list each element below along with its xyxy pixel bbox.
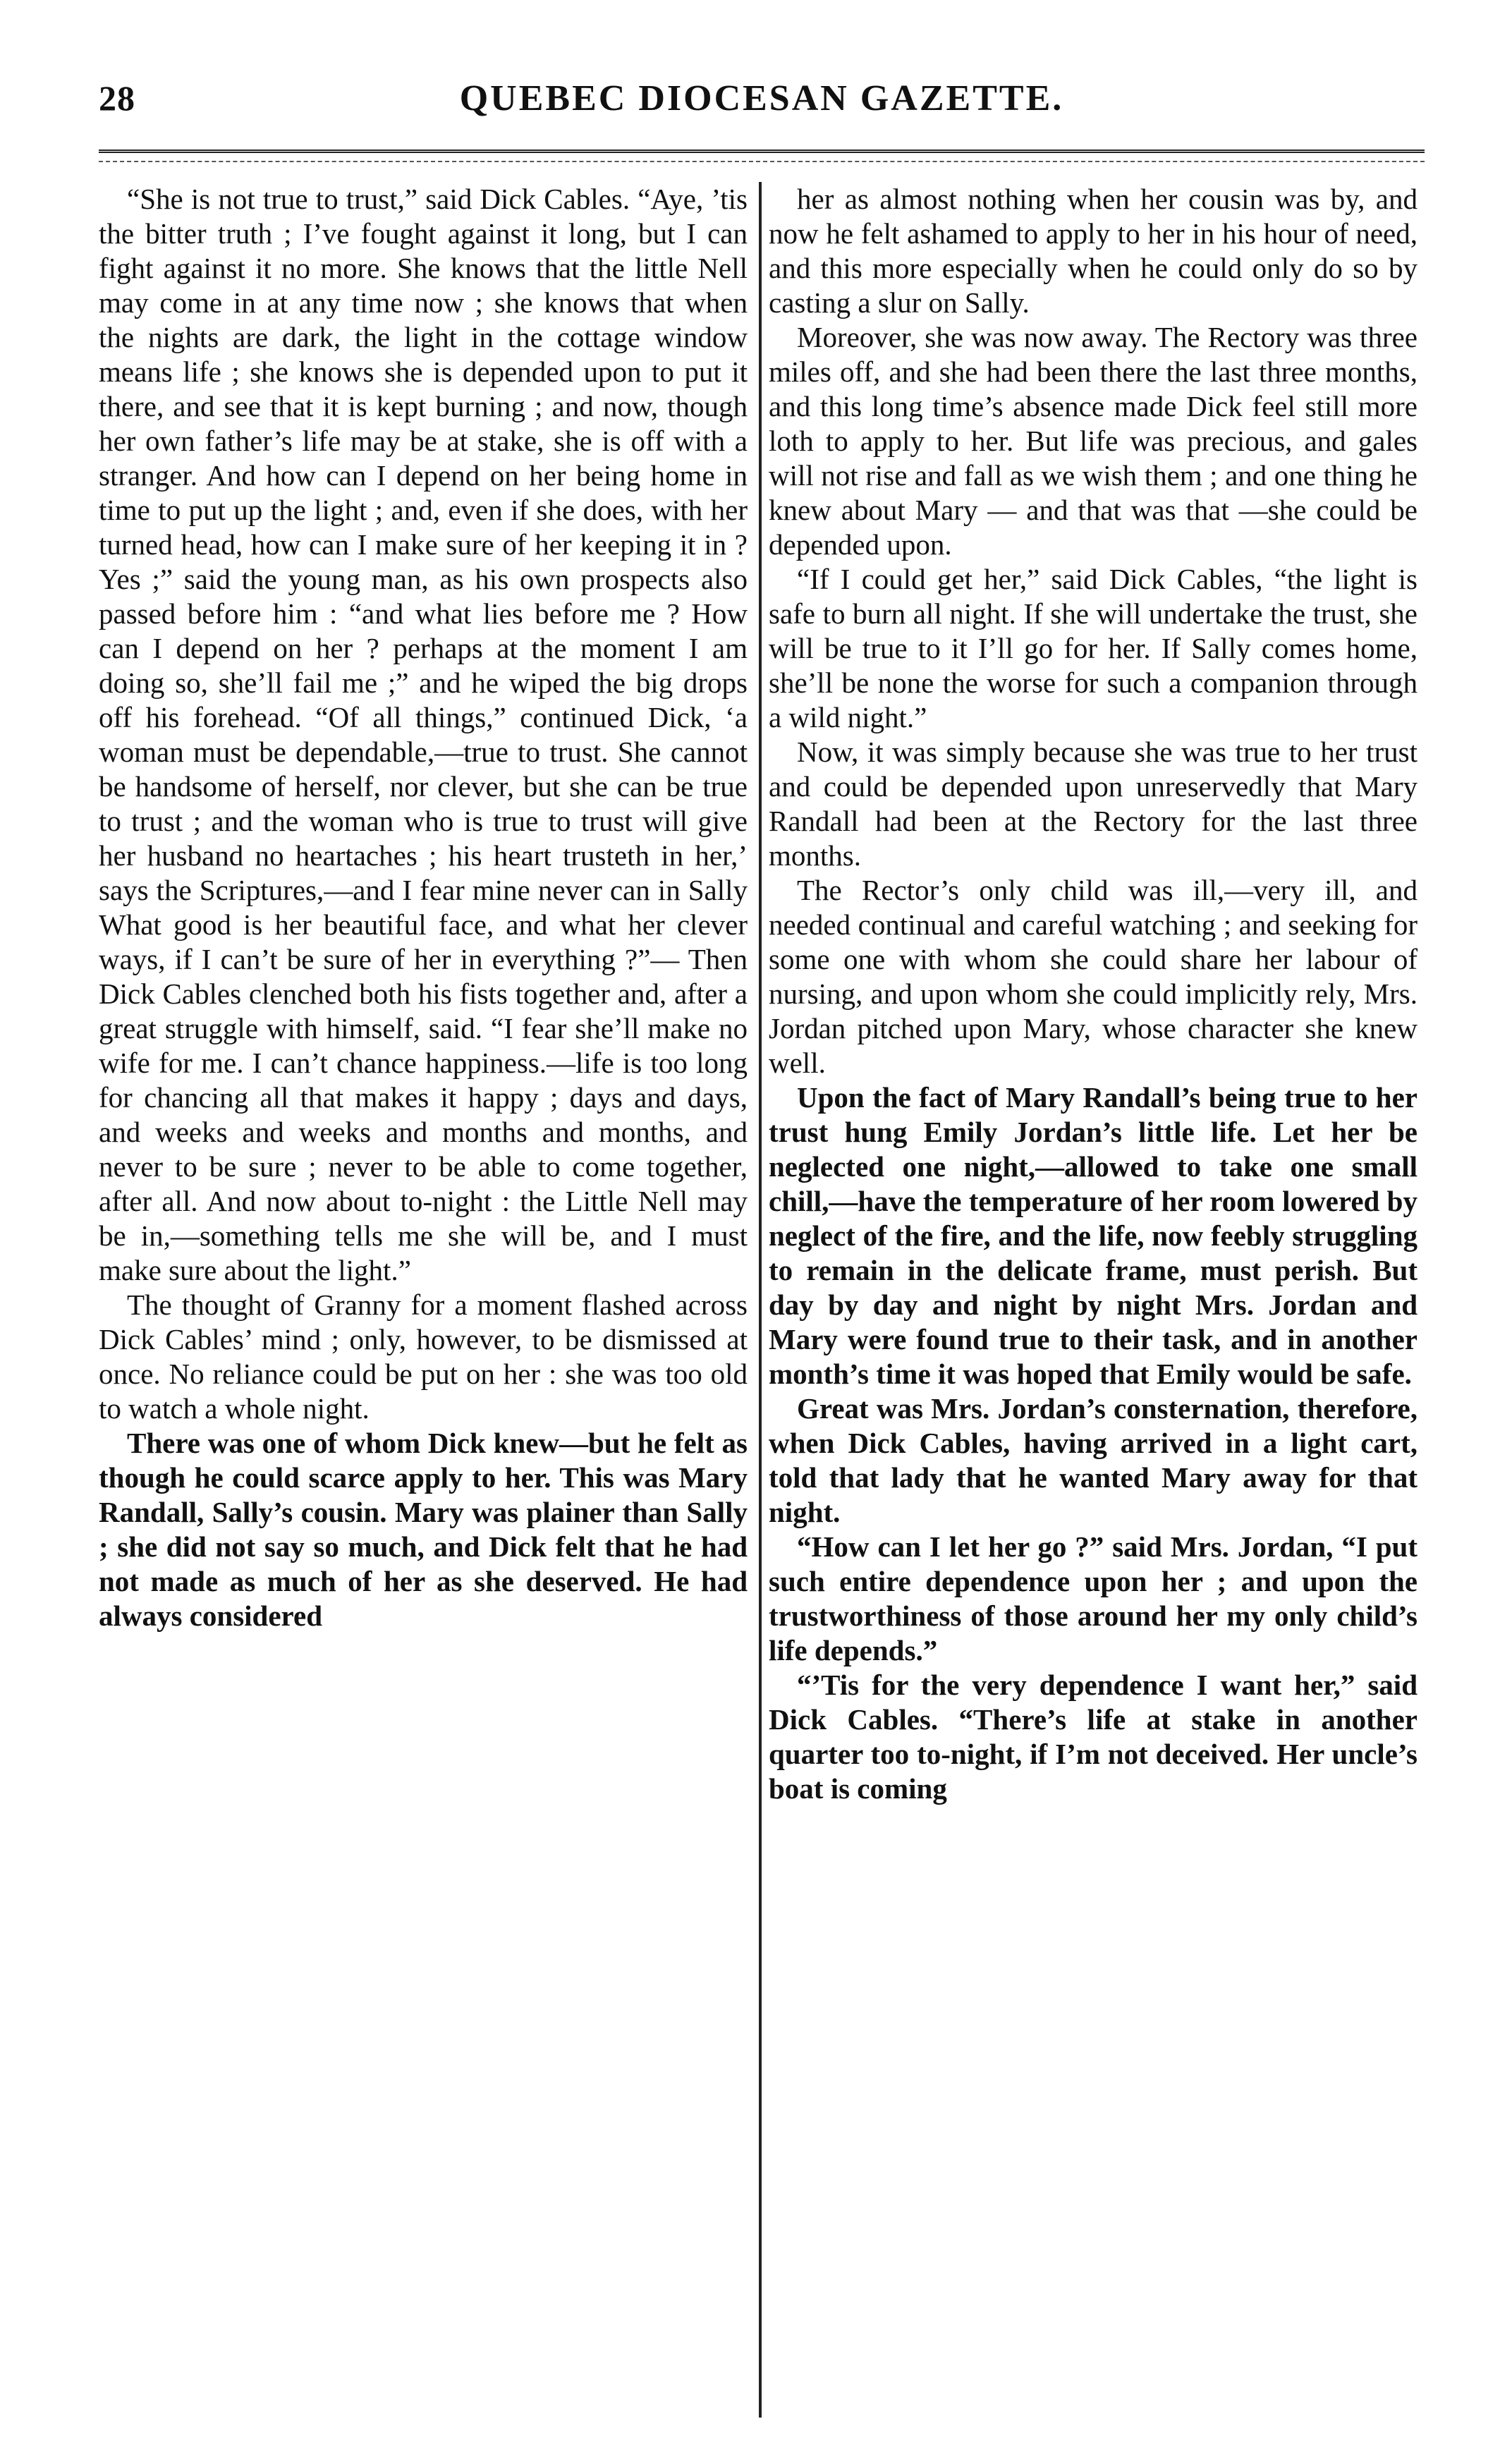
right-paragraph-5: The Rector’s only child was ill,—very ill, and needed continual and careful watching ; and seeking for some one with whom she could share her labour of nursing, and upon whom she could implicitly rely, Mrs. Jordan pitched upon Mary, whose character she knew well. bbox=[769, 874, 1418, 1079]
publication-title: QUEBEC DIOCESAN GAZETTE. bbox=[459, 78, 1064, 118]
right-paragraph-7: Great was Mrs. Jordan’s consternation, therefore, when Dick Cables, having arrived in a light cart, told that lady that he wanted Mary away for that night. bbox=[769, 1392, 1418, 1528]
left-paragraph-2: The thought of Granny for a moment flashed across Dick Cables’ mind ; only, however, to be dismissed at once. No reliance could be put on her : she was too old to watch a whole night. bbox=[99, 1288, 748, 1425]
right-paragraph-6: Upon the fact of Mary Randall’s being true to her trust hung Emily Jordan’s little life. Let her be neglected one night,—allowed to take one small chill,—have the temperature of her room lowered by neglect of the fire, and the life, now feebly struggling to remain in the delicate frame, must perish. But day by day and night by night Mrs. Jordan and Mary were found true to their task, and in another month’s time it was hoped that Emily would be safe. bbox=[769, 1081, 1418, 1390]
right-paragraph-1: her as almost nothing when her cousin was by, and now he felt ashamed to apply to her in his hour of need, and this more especially when he could only do so by casting a slur on Sally. bbox=[769, 183, 1418, 319]
right-column bbox=[769, 182, 1418, 1806]
page-header bbox=[99, 71, 1418, 127]
header-rule-dashed bbox=[99, 161, 1425, 162]
left-column bbox=[99, 182, 748, 1633]
column-divider bbox=[759, 182, 762, 2418]
page-number: 28 bbox=[99, 78, 135, 118]
left-paragraph-1: “She is not true to trust,” said Dick Cables. “Aye, ’tis the bitter truth ; I’ve fought against it long, but I can fight against it no more. She knows that the little Nell may come in at any time now ; she knows that when the nights are dark, the light in the cottage window means life ; she knows she is depended upon to put it there, and see that it is kept burning ; and now, though her own father’s life may be at stake, she is off with a stranger. And how can I depend on her being home in time to put up the light ; and, even if she does, with her turned head, how can I make sure of her keeping it in ? Yes ;” said the young man, as his own prospects also passed before him : “and what lies before me ? How can I depend on her ? perhaps at the moment I am doing so, she’ll fail me ;” and he wiped the big drops off his forehead. “Of all things,” continued Dick, ‘a woman must be dependable,—true to trust. She cannot be handsome of herself, nor clever, but she can be true to trust ; and the woman who is true to trust will give her husband no heartaches ; his heart trusteth in her,’ says the Scriptures,—and I fear mine never can in Sally What good is her beautiful face, and what her clever ways, if I can’t be sure of her in everything ?”— Then Dick Cables clenched both his fists together and, after a great struggle with himself, said. “I fear she’ll make no wife for me. I can’t chance happiness.—life is too long for chancing all that makes it happy ; days and days, and weeks and weeks and months and months, and never to be sure ; never to be able to come together, after all. And now about to-night : the Little Nell may be in,—something tells me she will be, and I must make sure about the light.” bbox=[99, 183, 748, 1286]
right-paragraph-2: Moreover, she was now away. The Rectory was three miles off, and she had been there the last three months, and this long time’s absence made Dick feel still more loth to apply to her. But life was precious, and gales will not rise and fall as we wish them ; and one thing he knew about Mary — and that was that —she could be depended upon. bbox=[769, 321, 1418, 561]
right-paragraph-8: “How can I let her go ?” said Mrs. Jordan, “I put such entire dependence upon her ; and upon the trustworthiness of those around her my only child’s life depends.” bbox=[769, 1530, 1418, 1666]
right-paragraph-9: “’Tis for the very dependence I want her,” said Dick Cables. “There’s life at stake in another quarter too to-night, if I’m not deceived. Her uncle’s boat is coming bbox=[769, 1669, 1418, 1805]
right-paragraph-4: Now, it was simply because she was true to her trust and could be depended upon unreservedly that Mary Randall had been at the Rectory for the last three months. bbox=[769, 736, 1418, 872]
header-rule bbox=[99, 150, 1425, 153]
left-paragraph-3: There was one of whom Dick knew—but he felt as though he could scarce apply to her. This was Mary Randall, Sally’s cousin. Mary was plainer than Sally ; she did not say so much, and Dick felt that he had not made as much of her as she deserved. He had always considered bbox=[99, 1427, 748, 1632]
right-paragraph-3: “If I could get her,” said Dick Cables, “the light is safe to burn all night. If she will undertake the trust, she will be true to it I’ll go for her. If Sally comes home, she’ll be none the worse for such a companion through a wild night.” bbox=[769, 563, 1418, 733]
